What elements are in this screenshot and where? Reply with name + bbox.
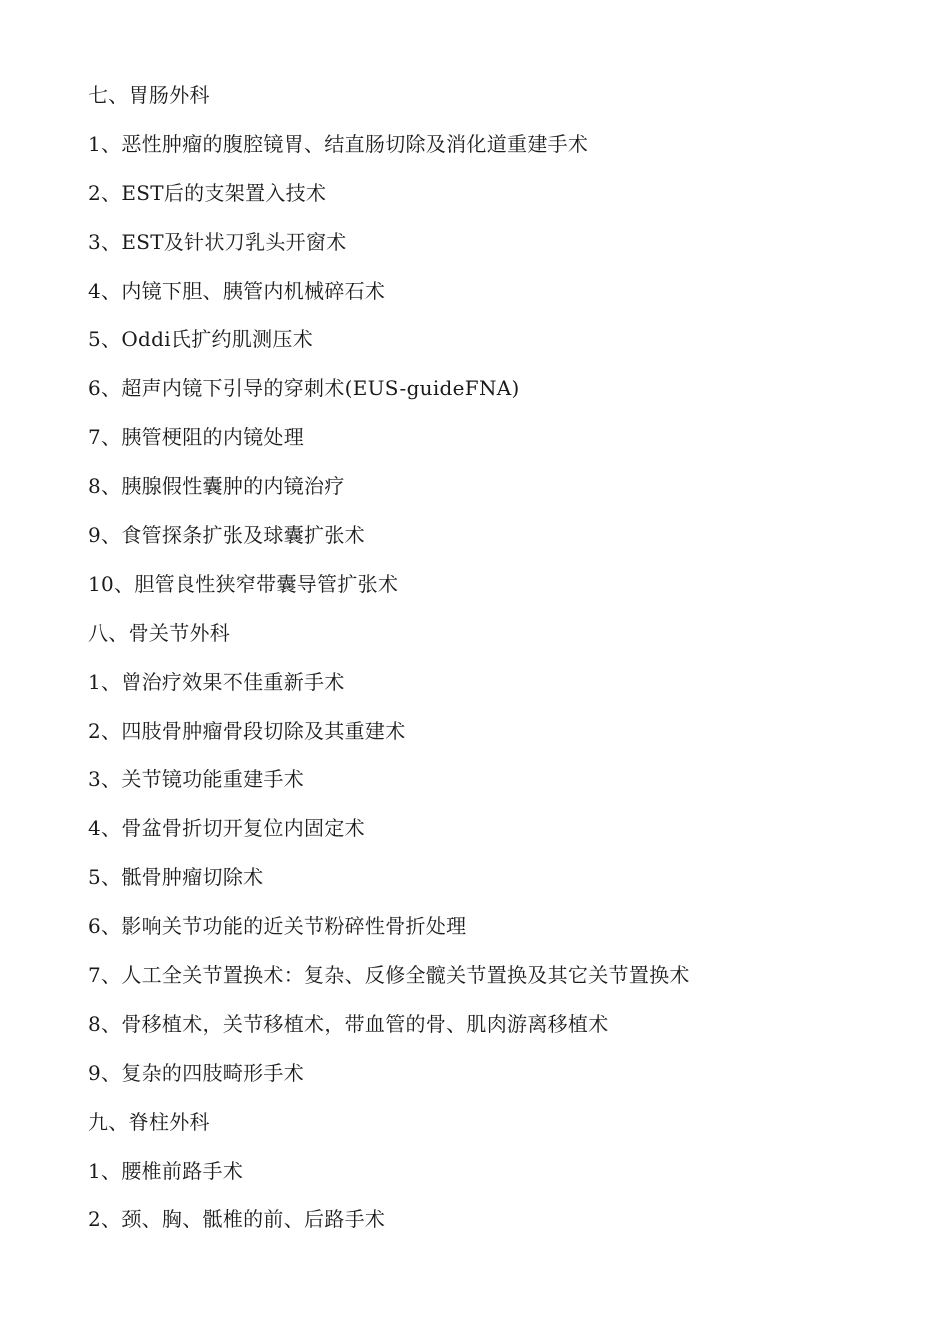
document-page [88, 73, 908, 1246]
list-item: 7、胰管梗阻的内镜处理 [88, 425, 305, 450]
list-item: 10、胆管良性狭窄带囊导管扩张术 [88, 571, 399, 596]
list-item: 9、复杂的四肢畸形手术 [88, 1060, 305, 1085]
section-heading-spine-surgery: 九、脊柱外科 [88, 1109, 210, 1134]
list-item: 1、曾治疗效果不佳重新手术 [88, 669, 345, 694]
list-item: 7、人工全关节置换术：复杂、反修全髋关节置换及其它关节置换术 [88, 963, 690, 988]
section-heading-gastrointestinal-surgery: 七、胃肠外科 [88, 83, 210, 107]
section-heading-bone-joint-surgery: 八、骨关节外科 [88, 620, 231, 645]
list-item: 3、关节镜功能重建手术 [88, 767, 305, 792]
list-item: 2、四肢骨肿瘤骨段切除及其重建术 [88, 718, 406, 743]
list-item: 5、Oddi氏扩约肌测压术 [88, 327, 314, 352]
list-item: 2、EST后的支架置入技术 [88, 180, 327, 205]
list-item: 8、胰腺假性囊肿的内镜治疗 [88, 474, 345, 499]
list-item: 4、骨盆骨折切开复位内固定术 [88, 816, 365, 841]
list-item: 1、恶性肿瘤的腹腔镜胃、结直肠切除及消化道重建手术 [88, 131, 589, 156]
list-item: 5、骶骨肿瘤切除术 [88, 865, 264, 890]
list-item: 6、影响关节功能的近关节粉碎性骨折处理 [88, 914, 467, 939]
list-item: 9、食管探条扩张及球囊扩张术 [88, 523, 365, 548]
list-item: 6、超声内镜下引导的穿刺术(EUS-guideFNA) [88, 376, 520, 401]
list-item: 1、腰椎前路手术 [88, 1158, 244, 1183]
list-item: 8、骨移植术，关节移植术，带血管的骨、肌肉游离移植术 [88, 1011, 609, 1036]
list-item: 3、EST及针状刀乳头开窗术 [88, 229, 347, 254]
list-item: 2、颈、胸、骶椎的前、后路手术 [88, 1207, 386, 1232]
list-item: 4、内镜下胆、胰管内机械碎石术 [88, 278, 386, 303]
